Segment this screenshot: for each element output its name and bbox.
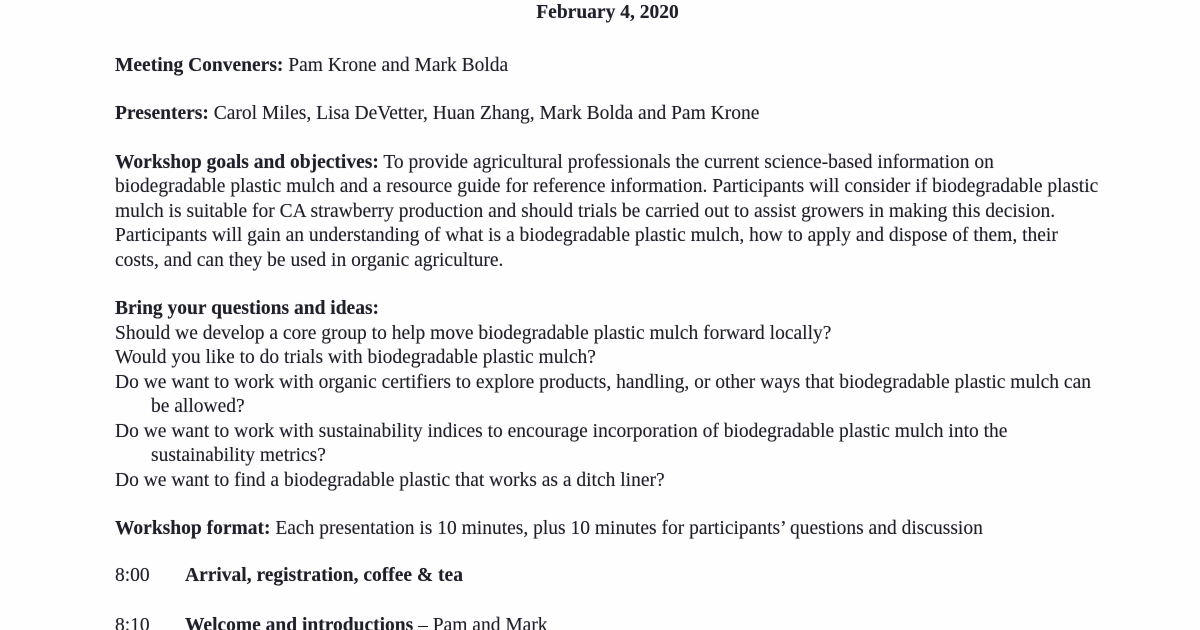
schedule-title: Welcome and introductions — [185, 615, 414, 630]
goals-paragraph — [115, 151, 1100, 274]
question-item: Should we develop a core group to help move biodegradable plastic mulch forward locally? — [115, 322, 832, 344]
schedule-row — [115, 564, 1100, 589]
conveners-names: Pam Krone and Mark Bolda — [283, 54, 509, 76]
schedule-row — [115, 614, 1100, 630]
format-text: Each presentation is 10 minutes, plus 10 minutes for participants’ questions and discussion — [270, 518, 983, 539]
goals-text: To provide agricultural professionals the current science-based information on biodegradable plastic mulch and a resource guide for reference information. Participants will consider if biodegradable plastic mulch is suitable for CA strawberry production and should trials be carried out to assist growers in making this decision. Participants will gain an understanding of what is a biodegradable plastic mulch, how to apply and dispose of them, their costs, and can they be used in organic agriculture. — [115, 151, 1099, 271]
presenters-label: Presenters: — [115, 103, 209, 124]
page-content — [115, 0, 1100, 630]
question-item: Do we want to find a biodegradable plastic that works as a ditch liner? — [115, 469, 665, 491]
questions-heading: Bring your questions and ideas: — [115, 298, 380, 319]
document-date: February 4, 2020 — [536, 2, 679, 23]
questions-section — [115, 297, 1100, 493]
conveners-label: Meeting Conveners: — [115, 54, 284, 76]
format-line — [115, 517, 1100, 542]
conveners-line — [115, 54, 1100, 79]
schedule-time: 8:10 — [115, 615, 150, 630]
presenters-line — [115, 102, 1100, 127]
schedule-detail: – Pam and Mark — [413, 615, 548, 630]
format-label: Workshop format: — [115, 518, 271, 539]
goals-label: Workshop goals and objectives: — [115, 151, 379, 173]
question-item: Do we want to work with sustainability indices to encourage incorporation of biodegradable plastic mulch into the sustainability metrics? — [115, 420, 1008, 466]
question-item: Do we want to work with organic certifiers to explore products, handling, or other ways that biodegradable plastic mulch can be allowed? — [115, 371, 1091, 417]
question-item: Would you like to do trials with biodegradable plastic mulch? — [115, 347, 596, 368]
presenters-names: Carol Miles, Lisa DeVetter, Huan Zhang, Mark Bolda and Pam Krone — [208, 103, 760, 124]
schedule-title: Arrival, registration, coffee & tea — [185, 564, 463, 586]
schedule-time: 8:00 — [115, 564, 150, 586]
